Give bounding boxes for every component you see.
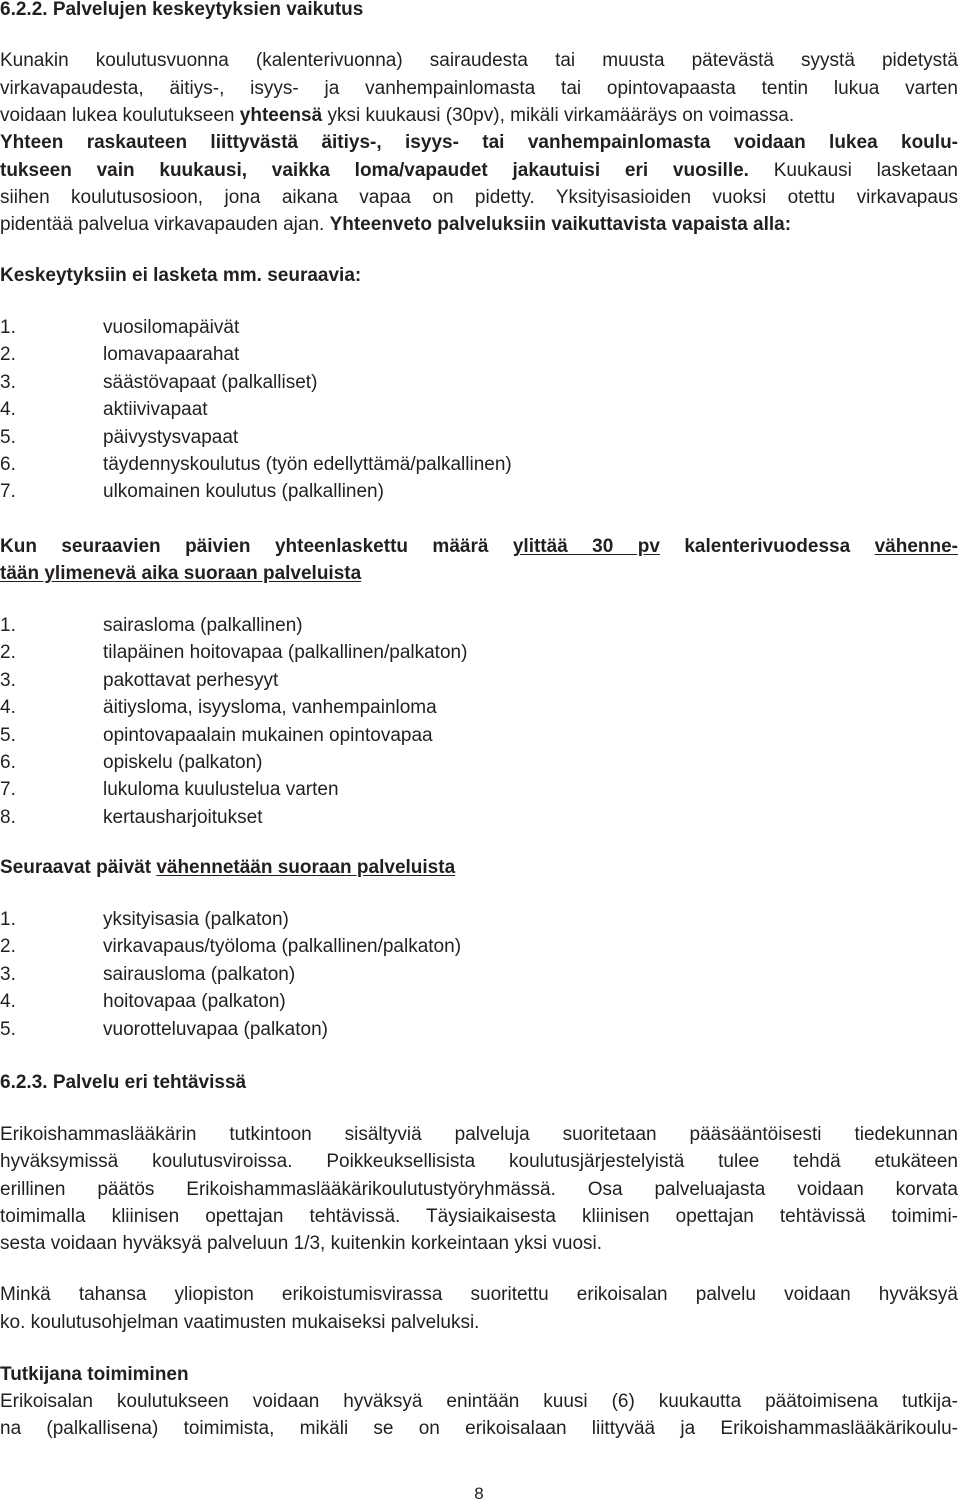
list-item-text: kertausharjoitukset [103, 806, 263, 828]
list-item-text: vuorotteluvapaa (palkaton) [103, 1018, 328, 1040]
list-item-number: 4. [0, 991, 16, 1013]
page-number: 8 [474, 1484, 484, 1503]
list-heading: Seuraavat päivät vähennetään suoraan palveluista [0, 857, 456, 878]
list-item-text: päivystysvapaat [103, 426, 239, 448]
list-item-number: 7. [0, 779, 16, 801]
list-item-text: opintovapaalain mukainen opintovapaa [103, 724, 433, 746]
list-item-number: 2. [0, 344, 16, 366]
section-heading-623: 6.2.3. Palvelu eri tehtävissä [0, 1072, 247, 1093]
paragraph-line: pidentää palvelua virkavapauden ajan. Yhteenveto palveluksiin vaikuttavista vapaista alla: [0, 214, 792, 235]
list-item-text: lomavapaarahat [103, 344, 240, 366]
list-item-number: 2. [0, 936, 16, 958]
list-heading: Kun seuraavien päivien yhteenlaskettu määrä ylittää 30 pv kalenterivuodessa vähenne- [0, 536, 958, 557]
section-heading-622: 6.2.2. Palvelujen keskeytyksien vaikutus [0, 0, 364, 20]
list-item-number: 3. [0, 669, 16, 691]
list-item-text: tilapäinen hoitovapaa (palkallinen/palkaton) [103, 642, 468, 664]
list-item-number: 8. [0, 806, 16, 828]
paragraph-line: Erikoishammaslääkärin tutkintoon sisältyviä palveluja suoritetaan pääsääntöisesti tiedekunnan [0, 1124, 958, 1145]
list-item-number: 5. [0, 724, 16, 746]
paragraph-line-bold: Yhteen raskauteen liittyvästä äitiys-, isyys- tai vanhempainlomasta voidaan lukea koulu- [0, 132, 958, 153]
list-item-number: 2. [0, 642, 16, 664]
list-item-text: säästövapaat (palkalliset) [103, 371, 318, 393]
list-item-number: 3. [0, 371, 16, 393]
sub-heading: Tutkijana toimiminen [0, 1364, 189, 1385]
paragraph-line: erillinen päätös Erikoishammaslääkärikoulutustyöryhmässä. Osa palveluajasta voidaan korvata [0, 1179, 958, 1200]
paragraph-line: virkavapaudesta, äitiys-, isyys- ja vanhempainlomasta tai opintovapaasta tentin lukua varten [0, 78, 958, 99]
list-item-number: 5. [0, 426, 16, 448]
list-item-text: aktiivivapaat [103, 399, 208, 421]
list-item-text: virkavapaus/työloma (palkallinen/palkaton) [103, 936, 462, 958]
list-item-text: lukuloma kuulustelua varten [103, 779, 339, 801]
list-heading: Keskeytyksiin ei lasketa mm. seuraavia: [0, 265, 362, 286]
list-item-number: 7. [0, 481, 16, 503]
list-item-number: 6. [0, 752, 16, 773]
paragraph-line: toimimalla kliinisen opettajan tehtävissä. Täysiaikaisesta kliinisen opettajan tehtävissä toimimi- [0, 1206, 958, 1227]
paragraph-line: siihen koulutusosioon, jona aikana vapaa on pidetty. Yksityisasioiden vuoksi otettu virkavapaus [0, 187, 959, 208]
paragraph-line: Minkä tahansa yliopiston erikoistumisvirassa suoritettu erikoisalan palvelu voidaan hyväksyä [0, 1284, 958, 1305]
list-item-text: sairausloma (palkaton) [103, 963, 296, 985]
list-item-number: 6. [0, 454, 16, 475]
list-item-number: 1. [0, 317, 16, 338]
list-item-text: hoitovapaa (palkaton) [103, 991, 286, 1013]
list-item-text: opiskelu (palkaton) [103, 752, 263, 773]
list-item-text: sairasloma (palkallinen) [103, 615, 303, 636]
paragraph-line: hyväksymissä koulutusviroissa. Poikkeuksellisista koulutusjärjestelyistä tulee tehdä etukäteen [0, 1151, 958, 1172]
paragraph-line: sesta voidaan hyväksyä palveluun 1/3, kuitenkin korkeintaan yksi vuosi. [0, 1233, 603, 1254]
paragraph-line: tukseen vain kuukausi, vaikka loma/vapaudet jakautuisi eri vuosille. Kuukausi lasketaan [0, 160, 958, 181]
list-item-number: 1. [0, 909, 16, 930]
paragraph-line: ko. koulutusohjelman vaatimusten mukaiseksi palveluksi. [0, 1312, 480, 1333]
list-item-text: yksityisasia (palkaton) [103, 909, 289, 930]
list-item-text: pakottavat perhesyyt [103, 669, 279, 691]
paragraph-line: na (palkallisena) toimimista, mikäli se on erikoisalaan liittyvää ja Erikoishammaslääkärikoulu- [0, 1418, 958, 1439]
list-heading-continued: tään ylimenevä aika suoraan palveluista [0, 563, 362, 584]
paragraph-line: voidaan lukea koulutukseen yhteensä yksi kuukausi (30pv), mikäli virkamääräys on voimassa. [0, 105, 795, 126]
list-item-number: 4. [0, 399, 16, 421]
list-item-text: täydennyskoulutus (työn edellyttämä/palkallinen) [103, 454, 512, 475]
list-item-text: ulkomainen koulutus (palkallinen) [103, 481, 384, 503]
list-item-number: 1. [0, 615, 16, 636]
list-item-number: 4. [0, 697, 16, 719]
list-item-number: 3. [0, 963, 16, 985]
list-item-number: 5. [0, 1018, 16, 1040]
list-item-text: vuosilomapäivät [103, 317, 240, 338]
paragraph-line: Erikoisalan koulutukseen voidaan hyväksyä enintään kuusi (6) kuukautta päätoimisena tutkija- [0, 1391, 958, 1412]
list-item-text: äitiysloma, isyysloma, vanhempainloma [103, 697, 437, 719]
paragraph-line: Kunakin koulutusvuonna (kalenterivuonna) sairaudesta tai muusta pätevästä syystä pidetystä [0, 50, 958, 71]
